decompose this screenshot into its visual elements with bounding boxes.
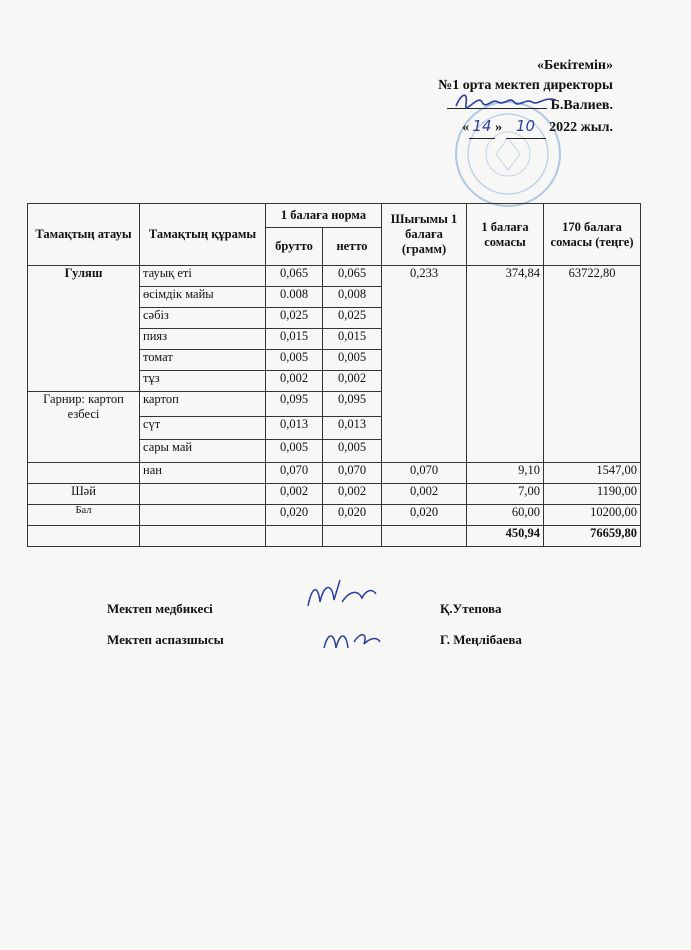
price-one: 9,10 [467,463,544,484]
brutto: 0,070 [266,463,323,484]
netto: 0,070 [323,463,382,484]
netto: 0,025 [323,308,382,329]
price-170: 1190,00 [544,484,641,505]
brutto: 0,013 [266,417,323,440]
output: 0,233 [382,266,467,463]
brutto: 0.008 [266,287,323,308]
dish-name: Шәй [28,484,140,505]
header-price-one: 1 балаға сомасы [467,204,544,266]
ingredient: пияз [140,329,266,350]
director-name: Б.Валиев. [550,98,613,113]
table-row [28,463,641,484]
brutto: 0,015 [266,329,323,350]
price-one: 7,00 [467,484,544,505]
netto: 0,013 [323,417,382,440]
netto: 0,002 [323,484,382,505]
header-composition: Тамақтың құрамы [140,204,266,266]
header-norm: 1 балаға норма [266,204,382,228]
header-netto: нетто [323,228,382,266]
header-brutto: брутто [266,228,323,266]
netto: 0,095 [323,392,382,417]
cook-signature [318,622,388,658]
table-row [28,484,641,505]
garnish-name: Гарнир: картоп езбесі [28,392,140,463]
brutto: 0,020 [266,505,323,526]
totals-row [28,526,641,547]
price-170: 1547,00 [544,463,641,484]
nurse-signature [300,576,380,616]
netto: 0,008 [323,287,382,308]
brutto: 0,005 [266,440,323,463]
date-month: 10 [516,117,536,135]
total-price-170: 76659,80 [544,526,641,547]
price-170: 63722,80 [544,266,641,463]
brutto: 0,005 [266,350,323,371]
table-row [28,266,641,287]
header-price-170: 170 балаға сомасы (теңге) [544,204,641,266]
menu-table [27,203,641,547]
netto: 0,002 [323,371,382,392]
netto: 0,065 [323,266,382,287]
ingredient: томат [140,350,266,371]
ingredient: тауық еті [140,266,266,287]
netto: 0,005 [323,350,382,371]
ingredient: өсімдік майы [140,287,266,308]
approval-position: №1 орта мектеп директоры [438,78,613,93]
netto: 0,005 [323,440,382,463]
price-one: 374,84 [467,266,544,463]
ingredient: нан [140,463,266,484]
approval-title: «Бекітемін» [536,58,613,73]
output: 0,002 [382,484,467,505]
netto: 0,015 [323,329,382,350]
ingredient: сүт [140,417,266,440]
ingredient: сары май [140,440,266,463]
output: 0,020 [382,505,467,526]
approval-date: « 14 » 10 2022 жыл. [438,116,613,139]
cook-name: Г. Меңлібаева [440,632,522,647]
dish-name: Гуляш [28,266,140,392]
date-year: 2022 жыл. [549,120,613,135]
cook-role: Мектеп аспазшысы [107,632,224,647]
ingredient: сәбіз [140,308,266,329]
price-170: 10200,00 [544,505,641,526]
brutto: 0,002 [266,371,323,392]
brutto: 0,002 [266,484,323,505]
output: 0,070 [382,463,467,484]
header-dish: Тамақтың атауы [28,204,140,266]
total-price-one: 450,94 [467,526,544,547]
brutto: 0,095 [266,392,323,417]
nurse-name: Қ.Утепова [440,601,502,616]
brutto: 0,065 [266,266,323,287]
nurse-role: Мектеп медбикесі [107,601,213,616]
price-one: 60,00 [467,505,544,526]
ingredient: тұз [140,371,266,392]
brutto: 0,025 [266,308,323,329]
director-signature [452,88,562,114]
dish-name: Бал [28,505,140,526]
netto: 0,020 [323,505,382,526]
date-day: 14 [472,117,492,135]
table-row [28,505,641,526]
header-output: Шығымы 1 балаға (грамм) [382,204,467,266]
ingredient: картоп [140,392,266,417]
